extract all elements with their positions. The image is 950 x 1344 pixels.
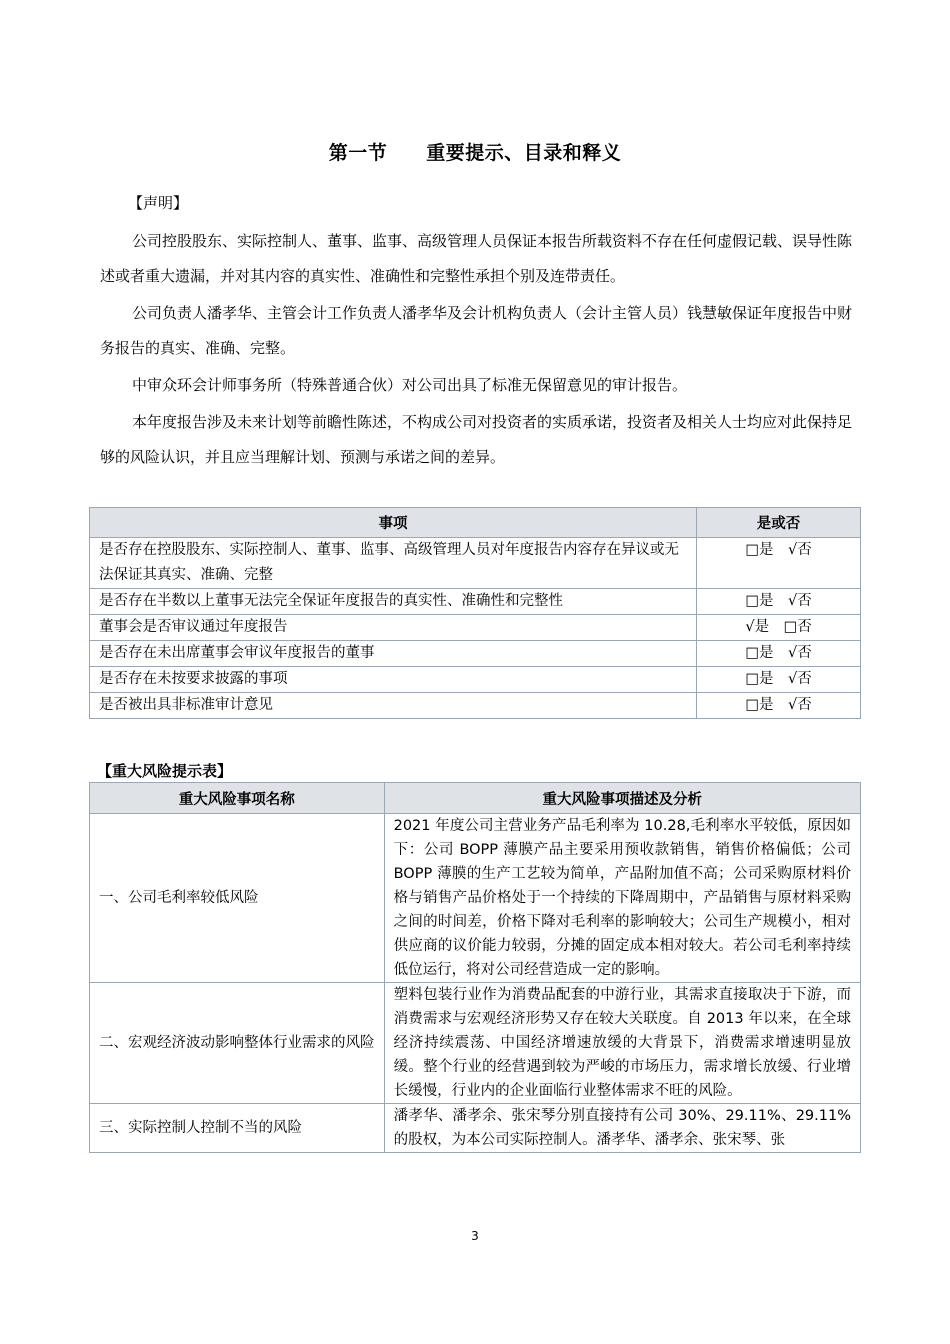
table-row	[90, 693, 861, 719]
matters-table	[89, 507, 861, 719]
matter-answer: □是 √否	[697, 538, 861, 589]
matter-item: 董事会是否审议通过年度报告	[90, 615, 697, 641]
declaration-paragraph-4: 本年度报告涉及未来计划等前瞻性陈述，不构成公司对投资者的实质承诺，投资者及相关人士均应对此保持足够的风险认识，并且应当理解计划、预测与承诺之间的差异。	[100, 413, 853, 466]
page-number: 3	[471, 1229, 479, 1243]
table-row	[90, 814, 861, 983]
risk-header-name: 重大风险事项名称	[90, 783, 385, 814]
matters-header-answer: 是或否	[697, 508, 861, 538]
risk-description: 2021 年度公司主营业务产品毛利率为 10.28,毛利率水平较低，原因如下：公司 BOPP 薄膜产品主要采用预收款销售，销售价格偏低；公司 BOPP 薄膜的生产工艺较为简单，产品附加值不高；公司采购原材料价格与销售产品价格处于一个持续的下降周期中，产品销售与原材料采购之间的时间差，价格下降对毛利率的影响较大；公司生产规模小，相对供应商的议价能力较弱，分摊的固定成本相对较大。若公司毛利率持续低位运行，将对公司经营造成一定的影响。	[384, 814, 860, 983]
table-row	[90, 589, 861, 615]
table-row	[90, 538, 861, 589]
table-row	[90, 615, 861, 641]
table-row	[90, 667, 861, 693]
matter-item: 是否存在未按要求披露的事项	[90, 667, 697, 693]
matter-item: 是否存在未出席董事会审议年度报告的董事	[90, 641, 697, 667]
matter-answer: □是 √否	[697, 589, 861, 615]
risk-table-title: 【重大风险提示表】	[97, 762, 233, 780]
table-row	[90, 983, 861, 1104]
declaration-paragraph-3: 中审众环会计师事务所（特殊普通合伙）对公司出具了标准无保留意见的审计报告。	[132, 376, 688, 394]
table-row	[90, 641, 861, 667]
matter-answer: □是 √否	[697, 641, 861, 667]
page-title: 第一节 重要提示、目录和释义	[328, 142, 622, 164]
matter-item: 是否存在半数以上董事无法完全保证年度报告的真实性、准确性和完整性	[90, 589, 697, 615]
matter-answer: √是 □否	[697, 615, 861, 641]
matter-item: 是否存在控股股东、实际控制人、董事、监事、高级管理人员对年度报告内容存在异议或无法保证其真实、准确、完整	[90, 538, 697, 589]
matters-header-item: 事项	[90, 508, 697, 538]
matter-answer: □是 √否	[697, 667, 861, 693]
declaration-paragraph-1: 公司控股股东、实际控制人、董事、监事、高级管理人员保证本报告所载资料不存在任何虚假记载、误导性陈述或者重大遗漏，并对其内容的真实性、准确性和完整性承担个别及连带责任。	[100, 232, 853, 285]
declaration-paragraph-2: 公司负责人潘孝华、主管会计工作负责人潘孝华及会计机构负责人（会计主管人员）钱慧敏保证年度报告中财务报告的真实、准确、完整。	[100, 304, 853, 357]
risk-name: 二、宏观经济波动影响整体行业需求的风险	[90, 983, 385, 1104]
table-row	[90, 1104, 861, 1153]
risk-header-desc: 重大风险事项描述及分析	[384, 783, 860, 814]
matter-item: 是否被出具非标准审计意见	[90, 693, 697, 719]
risk-description: 塑料包装行业作为消费品配套的中游行业，其需求直接取决于下游，而消费需求与宏观经济形势又存在较大关联度。自 2013 年以来，在全球经济持续震荡、中国经济增速放缓的大背景下，消费需求增速明显放缓。整个行业的经营遇到较为严峻的市场压力，需求增长放缓、行业增长缓慢，行业内的企业面临行业整体需求不旺的风险。	[384, 983, 860, 1104]
risk-description: 潘孝华、潘孝余、张宋琴分别直接持有公司 30%、29.11%、29.11%的股权，为本公司实际控制人。潘孝华、潘孝余、张宋琴、张	[384, 1104, 860, 1153]
matter-answer: □是 √否	[697, 693, 861, 719]
risk-name: 一、公司毛利率较低风险	[90, 814, 385, 983]
risk-name: 三、实际控制人控制不当的风险	[90, 1104, 385, 1153]
risk-table	[89, 782, 861, 1153]
declaration-heading: 【声明】	[128, 194, 189, 212]
